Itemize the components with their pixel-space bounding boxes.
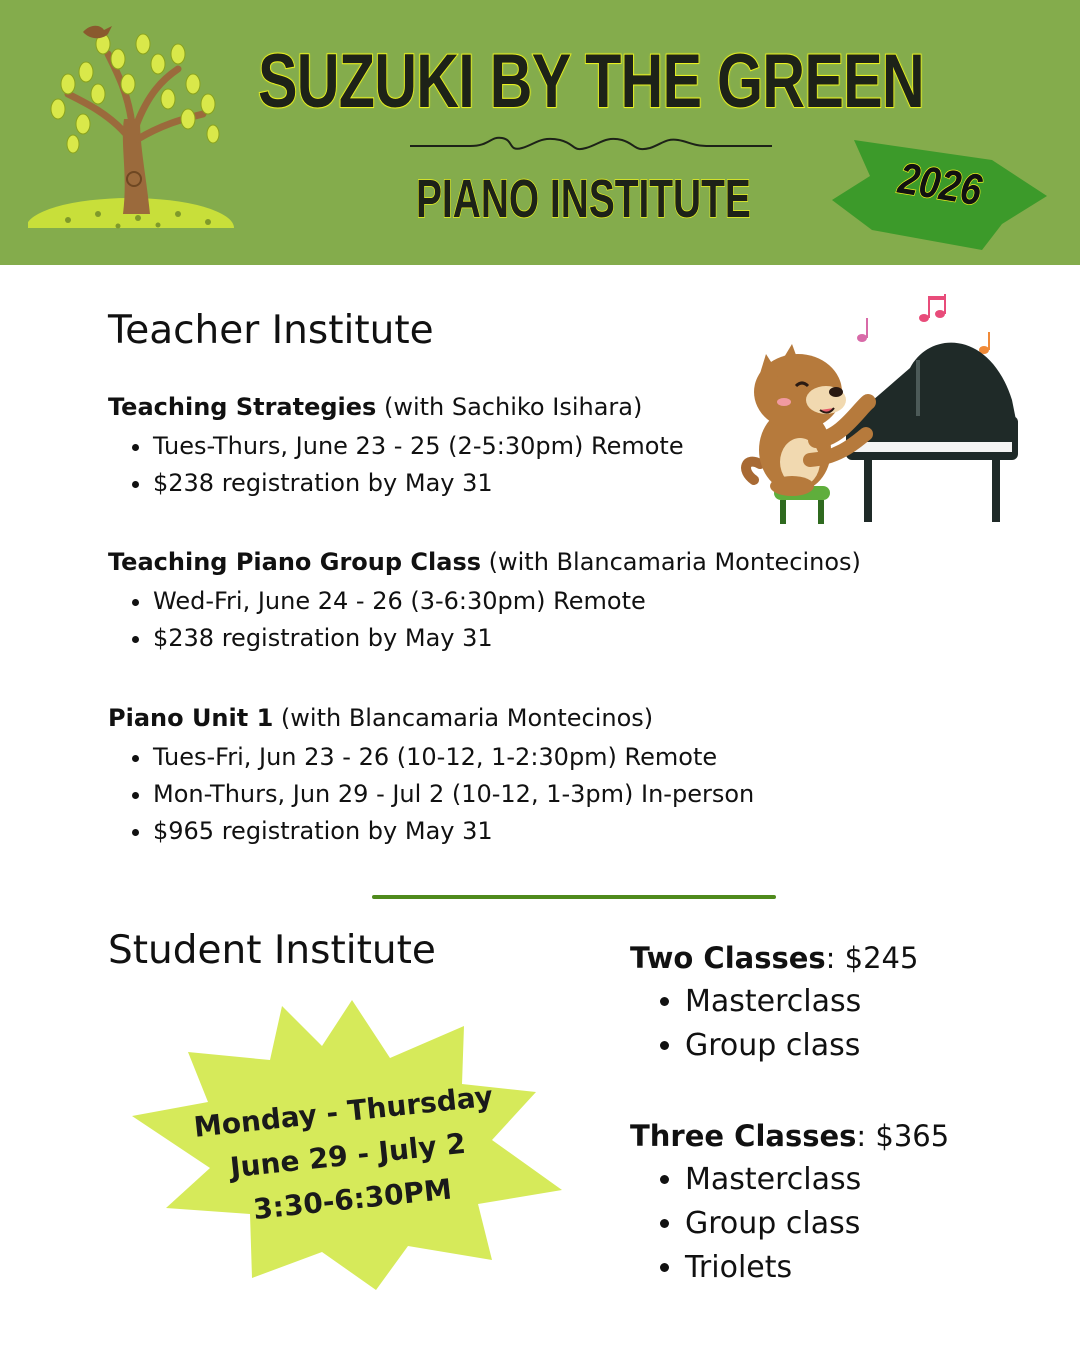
dog-playing-piano-icon bbox=[740, 290, 1030, 530]
header-banner bbox=[0, 0, 1080, 265]
list-item: • $238 registration by May 31 bbox=[153, 465, 684, 502]
course-instructor: (with Blancamaria Montecinos) bbox=[481, 548, 861, 576]
section-divider bbox=[372, 895, 776, 899]
price-heading bbox=[630, 940, 918, 976]
course-details bbox=[108, 428, 684, 502]
course-piano-unit-1 bbox=[108, 703, 754, 850]
option-name: Three Classes bbox=[630, 1119, 857, 1153]
teacher-institute-heading: Teacher Institute bbox=[108, 308, 434, 353]
list-item: • Masterclass bbox=[685, 980, 918, 1024]
option-includes bbox=[630, 1158, 949, 1290]
list-item: • Tues-Thurs, June 23 - 25 (2-5:30pm) Remote bbox=[153, 428, 684, 465]
course-heading bbox=[108, 392, 684, 422]
price-heading bbox=[630, 1118, 949, 1154]
list-item: • Mon-Thurs, Jun 29 - Jul 2 (10-12, 1-3pm) In-person bbox=[153, 776, 754, 813]
schedule-time: 3:30-6:30PM bbox=[251, 1172, 454, 1227]
course-teaching-strategies bbox=[108, 392, 684, 502]
list-item: • Masterclass bbox=[685, 1158, 949, 1202]
course-teaching-piano-group-class bbox=[108, 547, 861, 657]
course-details bbox=[108, 739, 754, 850]
flourish-divider-icon bbox=[410, 132, 772, 158]
course-name: Piano Unit 1 bbox=[108, 704, 274, 732]
course-instructor: (with Sachiko Isihara) bbox=[376, 393, 643, 421]
year-label: 2026 bbox=[895, 153, 985, 216]
list-item: • $965 registration by May 31 bbox=[153, 813, 754, 850]
option-price: : $365 bbox=[856, 1119, 950, 1153]
list-item: • Group class bbox=[685, 1024, 918, 1068]
tree-with-bird-icon bbox=[28, 14, 238, 244]
course-name: Teaching Strategies bbox=[108, 393, 377, 421]
list-item: • Tues-Fri, Jun 23 - 26 (10-12, 1-2:30pm) Remote bbox=[153, 739, 754, 776]
option-price: : $245 bbox=[825, 941, 919, 975]
pricing-two-classes bbox=[630, 940, 918, 1068]
pricing-three-classes bbox=[630, 1118, 949, 1290]
option-name: Two Classes bbox=[630, 941, 826, 975]
list-item: • Wed-Fri, June 24 - 26 (3-6:30pm) Remote bbox=[153, 583, 861, 620]
list-item: • Triolets bbox=[685, 1246, 949, 1290]
course-details bbox=[108, 583, 861, 657]
course-instructor: (with Blancamaria Montecinos) bbox=[273, 704, 654, 732]
schedule-days: Monday - Thursday bbox=[192, 1079, 495, 1144]
page-title: SUZUKI BY THE GREEN bbox=[258, 39, 924, 124]
list-item: • $238 registration by May 31 bbox=[153, 620, 861, 657]
course-heading bbox=[108, 703, 754, 733]
course-name: Teaching Piano Group Class bbox=[108, 548, 482, 576]
list-item: • Group class bbox=[685, 1202, 949, 1246]
course-heading bbox=[108, 547, 861, 577]
option-includes bbox=[630, 980, 918, 1068]
page-subtitle: PIANO INSTITUTE bbox=[416, 169, 751, 229]
schedule-dates: June 29 - July 2 bbox=[228, 1126, 468, 1185]
student-institute-heading: Student Institute bbox=[108, 928, 436, 973]
